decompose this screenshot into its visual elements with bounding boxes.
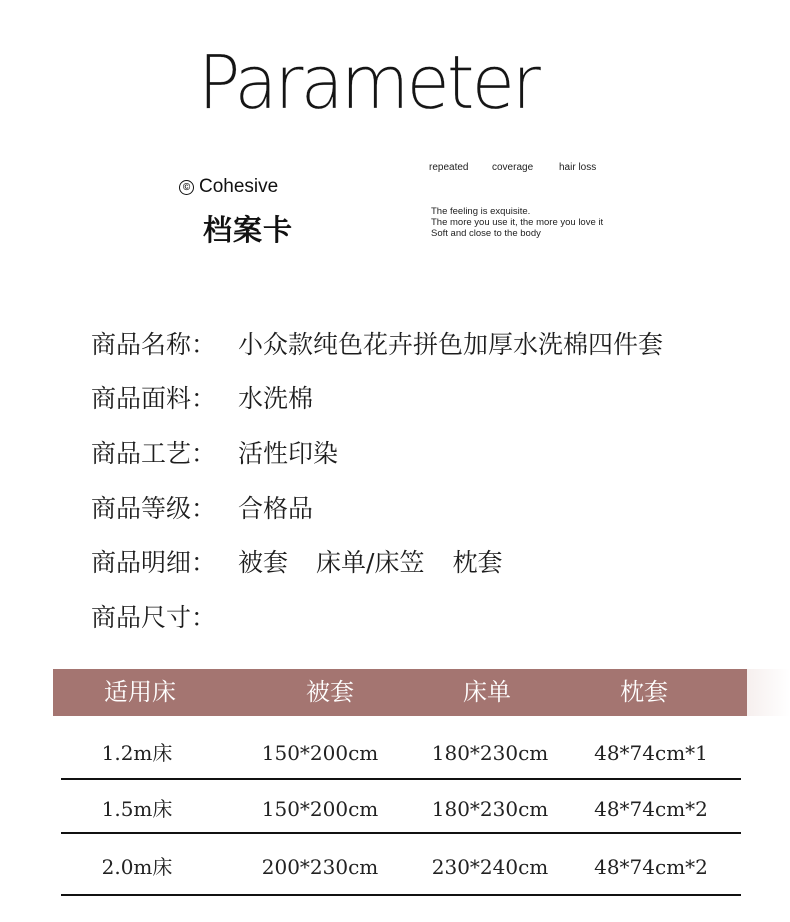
feeling-line: Soft and close to the body [431, 228, 541, 239]
param-label: 商品面料： [91, 384, 217, 413]
table-cell: 2.0m床 [101, 855, 173, 879]
param-value: 合格品 [238, 494, 314, 523]
page-title: Parameter [198, 40, 539, 126]
detail-item: 床单/床笠 [316, 548, 425, 577]
param-label: 商品明细： [91, 548, 217, 577]
column-header: 枕套 [620, 678, 668, 706]
param-label: 商品名称： [91, 330, 217, 359]
table-cell: 200*230cm [261, 855, 379, 879]
card-title: 档案卡 [203, 213, 294, 247]
table-cell: 180*230cm [431, 797, 549, 821]
table-cell: 230*240cm [431, 855, 549, 879]
brand-logo [179, 176, 278, 198]
param-row-name [91, 330, 663, 360]
feeling-line: The more you use it, the more you love it [431, 217, 604, 228]
feeling-text [431, 206, 603, 239]
param-value: 活性印染 [238, 439, 339, 468]
column-header: 床单 [463, 678, 511, 706]
tag-coverage: coverage [492, 162, 534, 173]
row-divider [61, 832, 741, 834]
header-fade [747, 669, 790, 716]
param-value: 水洗棉 [238, 384, 314, 413]
table-row [0, 738, 790, 768]
tag-hair-loss: hair loss [559, 162, 597, 173]
param-label: 商品等级： [91, 494, 217, 523]
detail-item: 被套 [238, 548, 289, 577]
table-cell: 150*200cm [261, 797, 379, 821]
table-cell: 48*74cm*2 [594, 797, 708, 821]
table-row [0, 852, 790, 882]
size-table-header [53, 669, 747, 716]
param-row-details [91, 548, 530, 578]
brand-name: Cohesive [199, 176, 279, 197]
table-cell: 48*74cm*2 [594, 855, 708, 879]
table-cell: 180*230cm [431, 741, 549, 765]
table-cell: 150*200cm [261, 741, 379, 765]
param-value [238, 548, 530, 578]
copyright-icon: © [179, 180, 194, 195]
param-row-grade [91, 494, 313, 524]
detail-item: 枕套 [452, 548, 503, 577]
param-label: 商品工艺： [91, 439, 217, 468]
column-header: 被套 [306, 678, 354, 706]
row-divider [61, 778, 741, 780]
column-header: 适用床 [104, 678, 176, 706]
param-row-fabric [91, 384, 313, 414]
row-divider [61, 894, 741, 896]
table-cell: 1.5m床 [101, 797, 173, 821]
tag-repeated: repeated [429, 162, 469, 173]
param-label: 商品尺寸： [91, 603, 217, 632]
param-row-craft [91, 439, 338, 469]
table-cell: 48*74cm*1 [594, 741, 708, 765]
table-row [0, 794, 790, 824]
table-cell: 1.2m床 [101, 741, 173, 765]
param-row-size [91, 603, 238, 633]
feeling-line: The feeling is exquisite. [431, 206, 531, 217]
param-value: 小众款纯色花卉拼色加厚水洗棉四件套 [238, 330, 664, 359]
